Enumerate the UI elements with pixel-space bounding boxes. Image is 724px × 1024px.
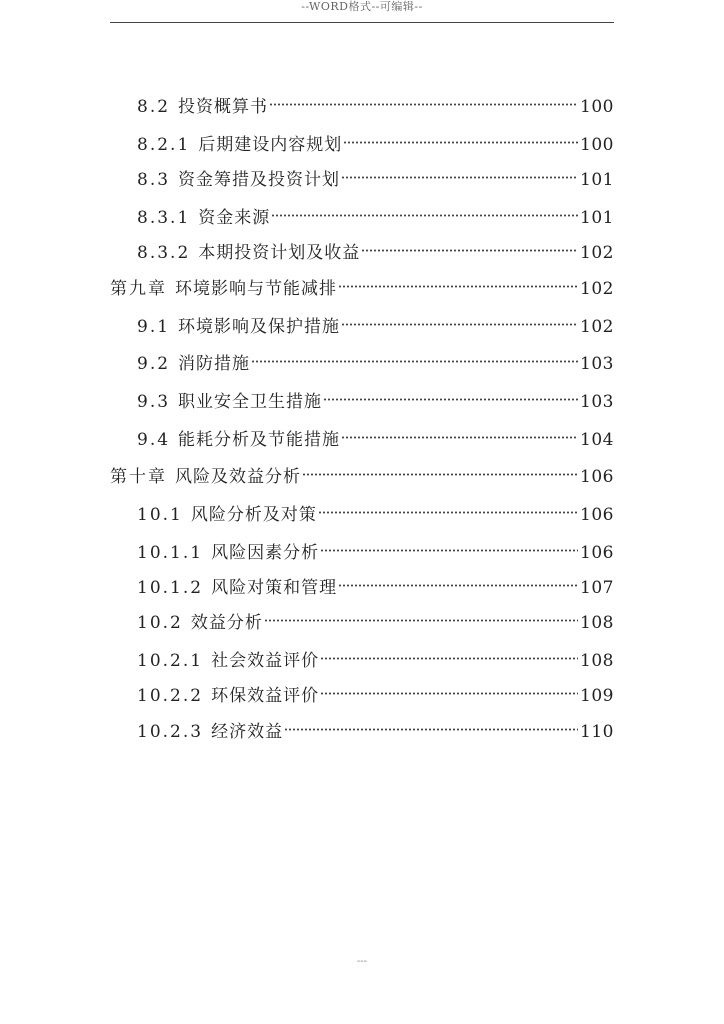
toc-entry-number: 8.3	[137, 170, 171, 190]
toc-entry[interactable]	[137, 677, 614, 706]
toc-entry-number: 10.2	[137, 613, 183, 633]
toc-entry-title: 能耗分析及节能措施	[178, 430, 341, 450]
toc-entry[interactable]	[137, 569, 614, 598]
toc-dot-leader	[320, 534, 578, 558]
toc-dot-leader	[269, 88, 578, 112]
toc-entry-title: 后期建设内容规划	[198, 135, 343, 155]
toc-entry-number: 10.2.3	[137, 722, 204, 742]
toc-entry-page: 101	[580, 208, 614, 228]
toc-entry-page: 106	[580, 505, 614, 525]
toc-dot-leader	[323, 383, 578, 407]
toc-entry-number: 第十章	[110, 467, 167, 487]
toc-dot-leader	[338, 270, 578, 294]
toc-entry[interactable]	[137, 642, 614, 671]
toc-entry-number: 10.1.2	[137, 578, 204, 598]
toc-dot-leader	[341, 308, 578, 332]
toc-entry-page: 100	[580, 97, 614, 117]
toc-entry-title: 资金筹措及投资计划	[178, 170, 341, 190]
toc-dot-leader	[318, 496, 578, 520]
toc-entry-number: 10.1.1	[137, 543, 204, 563]
toc-entry-page: 100	[580, 135, 614, 155]
toc-entry[interactable]	[137, 234, 614, 263]
page-footer-text: ---	[356, 956, 368, 967]
toc-entry-page: 104	[580, 430, 614, 450]
toc-entry-title: 投资概算书	[178, 97, 269, 117]
toc-entry[interactable]	[137, 345, 614, 374]
toc-entry[interactable]	[137, 604, 614, 633]
toc-entry[interactable]	[137, 308, 614, 337]
toc-entry-number: 9.4	[137, 430, 171, 450]
toc-entry-number: 10.1	[137, 505, 183, 525]
toc-entry[interactable]	[137, 161, 614, 190]
toc-dot-leader	[271, 199, 578, 223]
toc-entry-number: 9.2	[137, 354, 171, 374]
toc-entry-title: 环境影响及保护措施	[178, 317, 341, 337]
toc-entry-number: 第九章	[110, 279, 167, 299]
toc-dot-leader	[341, 161, 578, 185]
toc-entry[interactable]	[137, 199, 614, 228]
toc-entry-title: 风险对策和管理	[211, 578, 338, 598]
toc-entry-page: 107	[580, 578, 614, 598]
toc-entry-title: 社会效益评价	[211, 651, 320, 671]
toc-entry-page: 106	[580, 543, 614, 563]
toc-entry-number: 9.3	[137, 392, 171, 412]
toc-entry-title: 效益分析	[190, 613, 263, 633]
toc-entry-title: 环境影响与节能减排	[175, 279, 337, 299]
toc-entry-title: 风险分析及对策	[190, 505, 317, 525]
toc-dot-leader	[264, 604, 578, 628]
toc-dot-leader	[338, 569, 578, 593]
toc-entry[interactable]	[110, 270, 614, 299]
toc-entry-page: 101	[580, 170, 614, 190]
toc-dot-leader	[251, 345, 578, 369]
toc-dot-leader	[341, 421, 578, 445]
toc-entry-number: 8.2.1	[137, 135, 191, 155]
toc-dot-leader	[302, 458, 578, 482]
toc-entry-number: 8.3.1	[137, 208, 191, 228]
toc-dot-leader	[343, 126, 578, 150]
toc-entry-title: 风险及效益分析	[175, 467, 301, 487]
toc-entry-page: 103	[580, 354, 614, 374]
toc-entry-page: 102	[580, 243, 614, 263]
toc-entry-number: 8.3.2	[137, 243, 191, 263]
toc-entry[interactable]	[137, 496, 614, 525]
toc-dot-leader	[320, 642, 578, 666]
toc-entry[interactable]	[137, 88, 614, 117]
toc-entry[interactable]	[137, 421, 614, 450]
toc-entry[interactable]	[137, 126, 614, 155]
toc-entry-title: 环保效益评价	[211, 686, 320, 706]
toc-entry-page: 108	[580, 613, 614, 633]
toc-dot-leader	[284, 713, 578, 737]
toc-entry-title: 消防措施	[178, 354, 251, 374]
toc-dot-leader	[361, 234, 578, 258]
toc-entry[interactable]	[110, 458, 614, 487]
toc-entry-number: 9.1	[137, 317, 171, 337]
toc-entry-page: 103	[580, 392, 614, 412]
page-header-text: --WORD格式--可编辑--	[301, 0, 423, 13]
toc-entry-number: 10.2.1	[137, 651, 204, 671]
toc-entry-page: 110	[580, 722, 614, 742]
toc-entry-page: 108	[580, 651, 614, 671]
toc-entry-page: 102	[580, 279, 614, 299]
toc-entry[interactable]	[137, 534, 614, 563]
toc-entry[interactable]	[137, 713, 614, 742]
toc-entry-page: 106	[580, 467, 614, 487]
toc-entry-number: 10.2.2	[137, 686, 204, 706]
toc-entry[interactable]	[137, 383, 614, 412]
toc-entry-number: 8.2	[137, 97, 171, 117]
toc-entry-title: 风险因素分析	[211, 543, 320, 563]
toc-entry-title: 职业安全卫生措施	[178, 392, 323, 412]
toc-entry-title: 本期投资计划及收益	[198, 243, 361, 263]
toc-entry-page: 102	[580, 317, 614, 337]
toc-entry-title: 经济效益	[211, 722, 284, 742]
toc-entry-page: 109	[580, 686, 614, 706]
toc-dot-leader	[320, 677, 578, 701]
toc-entry-title: 资金来源	[198, 208, 271, 228]
